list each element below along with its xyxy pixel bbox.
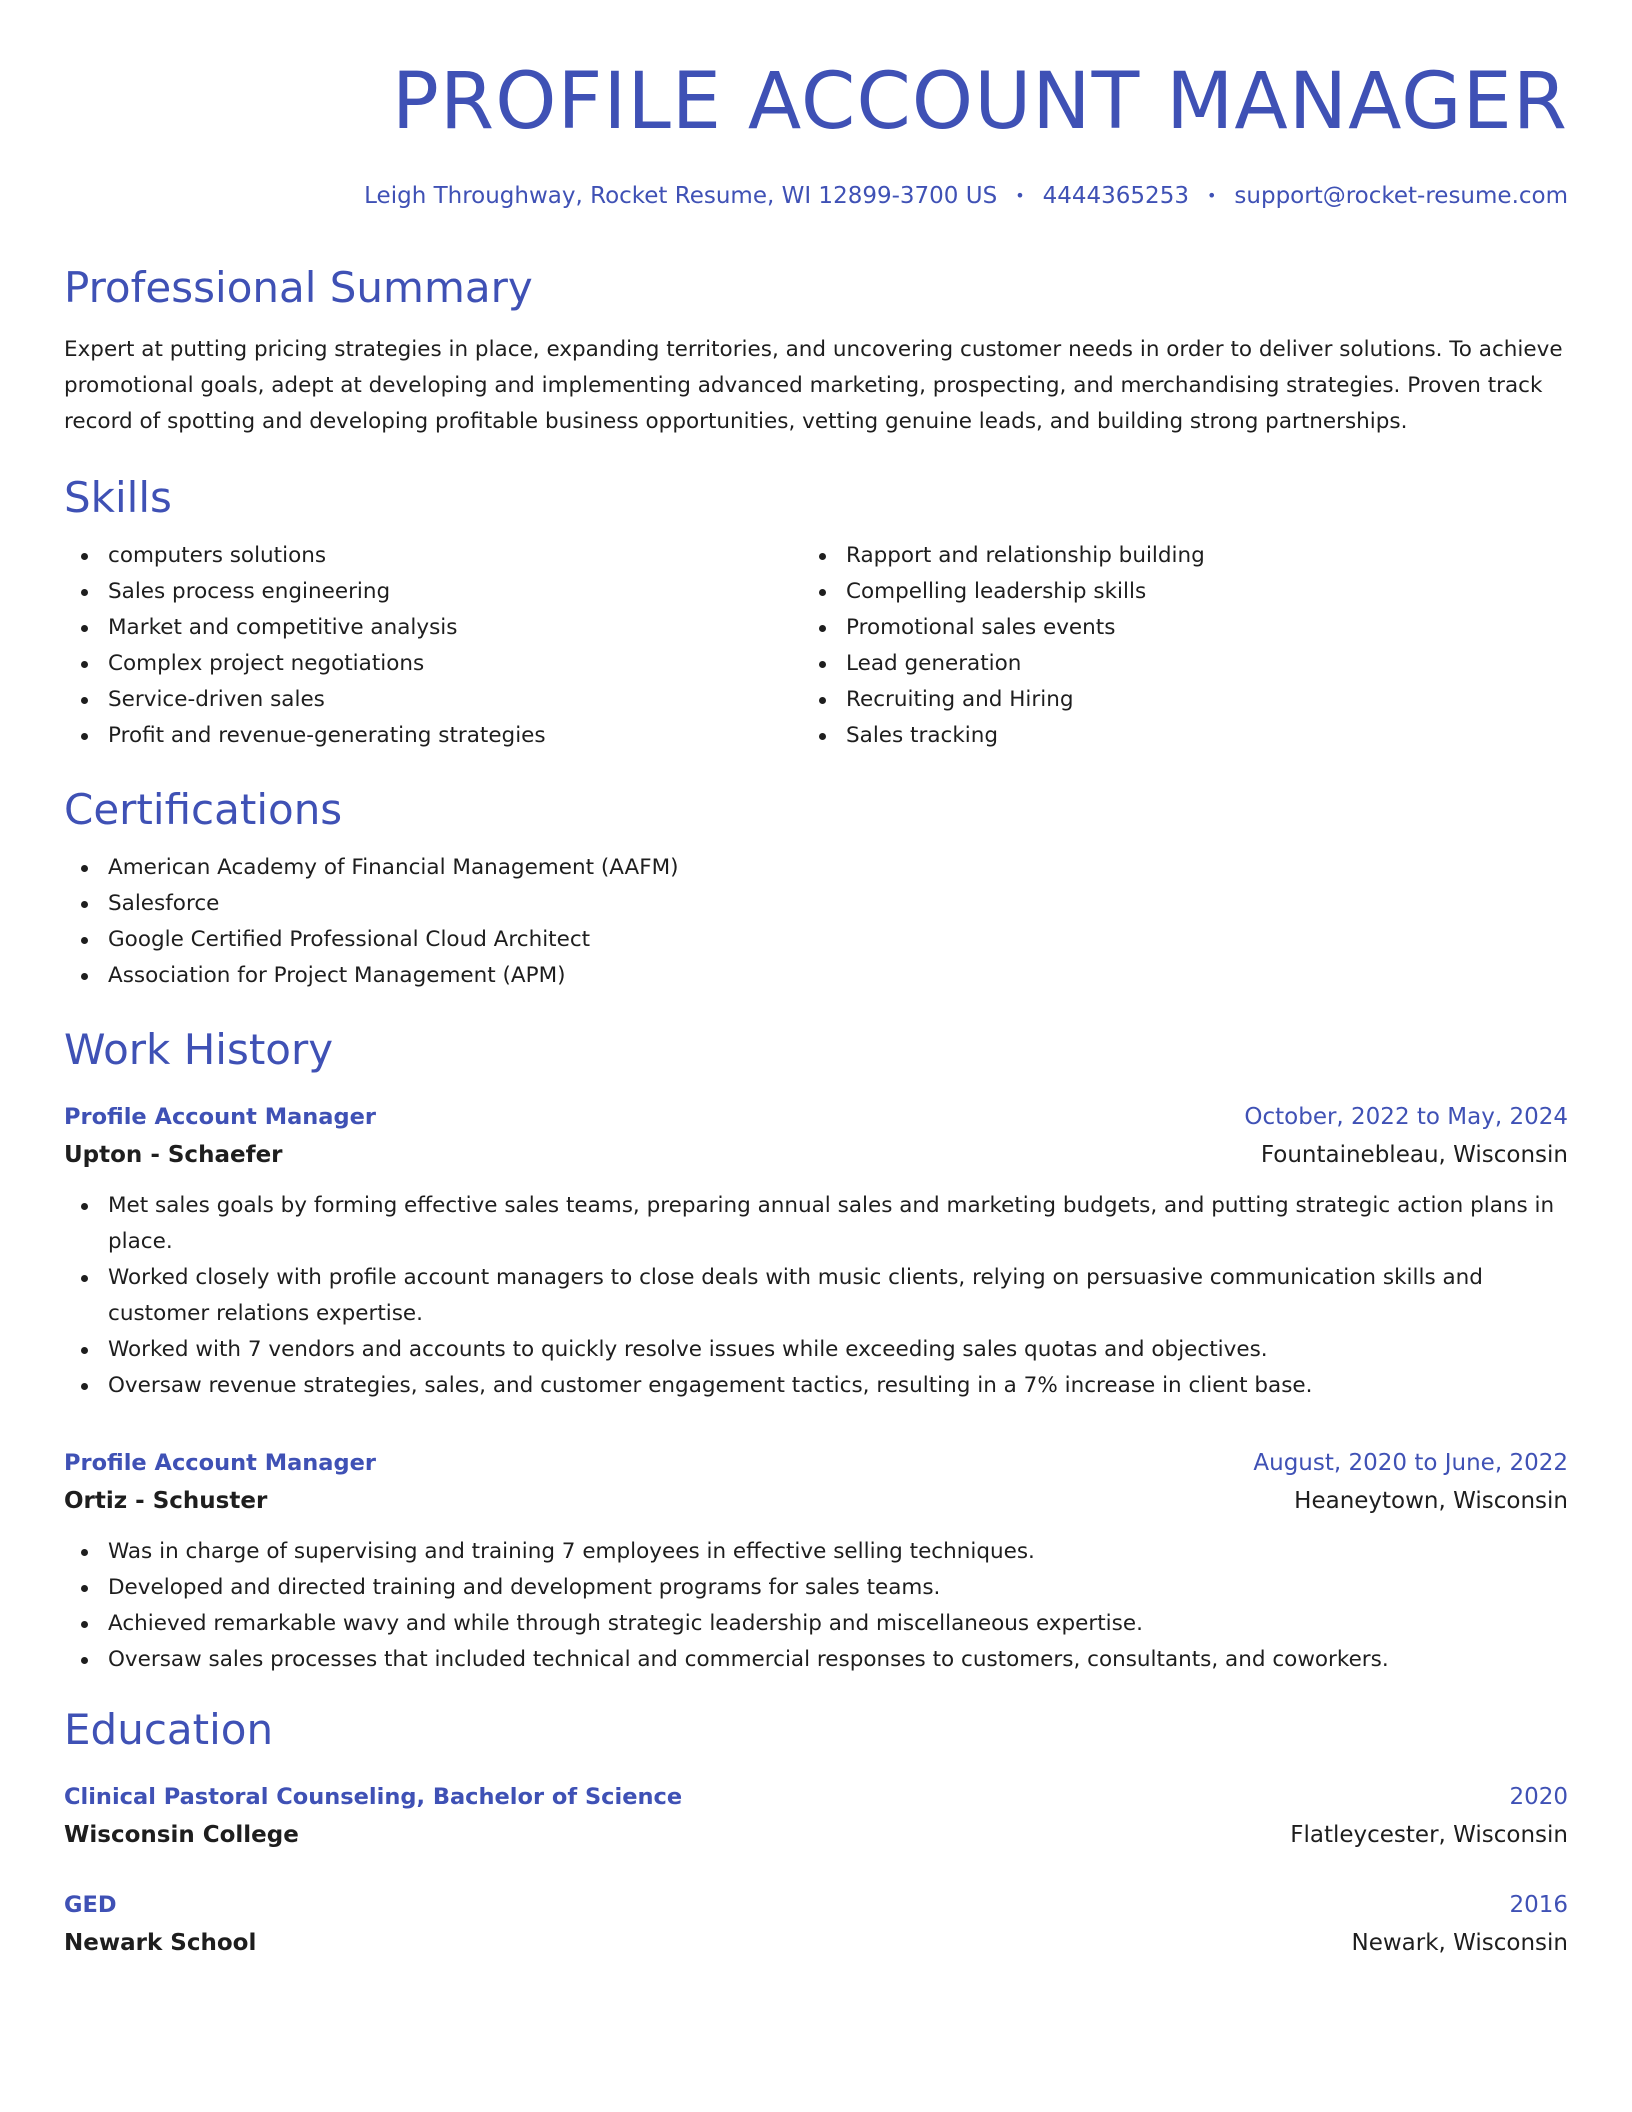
job-bullet: Oversaw sales processes that included technical and commercial responses to customers, consultants, and coworkers. [64,1642,1568,1678]
skill-item: Profit and revenue-generating strategies [64,718,802,754]
education-school: Newark School [64,1930,257,1956]
certification-item: Association for Project Management (APM) [64,958,1568,994]
section-heading-work-history: Work History [64,1025,334,1074]
work-history-section [64,1024,1568,1678]
skills-list-left [64,538,802,754]
job-location: Fountainebleau, Wisconsin [1260,1142,1568,1168]
education-degree: GED [64,1892,117,1918]
job-entry [64,1098,1568,1404]
job-bullets [64,1534,1568,1678]
education-degree: Clinical Pastoral Counseling, Bachelor of Science [64,1784,683,1810]
skill-item: Lead generation [802,646,1502,682]
education-header-row [64,1778,1568,1816]
certifications-section [64,784,1568,994]
education-location: Newark, Wisconsin [1351,1930,1568,1956]
skill-item: computers solutions [64,538,802,574]
skills-column-right [802,538,1502,754]
job-bullet: Met sales goals by forming effective sales teams, preparing annual sales and marketing budgets, and putting strategic action plans in place. [64,1188,1568,1260]
job-dates: August, 2020 to June, 2022 [1253,1450,1568,1476]
skill-item: Sales process engineering [64,574,802,610]
education-school-row [64,1924,1568,1962]
page-title: PROFILE ACCOUNT MANAGER [391,57,1568,147]
contact-address: Leigh Throughway, Rocket Resume, WI 12899-3700 US [364,183,998,209]
job-company-row [64,1482,1568,1520]
job-dates: October, 2022 to May, 2024 [1244,1104,1568,1130]
education-school: Wisconsin College [64,1822,299,1848]
certification-item: Salesforce [64,886,1568,922]
job-entry [64,1444,1568,1678]
skill-item: Sales tracking [802,718,1502,754]
skill-item: Market and competitive analysis [64,610,802,646]
section-heading-summary: Professional Summary [64,263,533,312]
contact-separator: • [1206,186,1217,205]
education-year: 2016 [1509,1892,1568,1918]
education-year: 2020 [1509,1784,1568,1810]
skill-item: Recruiting and Hiring [802,682,1502,718]
job-header-row [64,1444,1568,1482]
job-bullet: Worked with 7 vendors and accounts to quickly resolve issues while exceeding sales quotas and objectives. [64,1332,1568,1368]
education-location: Flatleycester, Wisconsin [1290,1822,1568,1848]
skills-list-right [802,538,1502,754]
job-bullet: Was in charge of supervising and training 7 employees in effective selling techniques. [64,1534,1568,1570]
job-bullet: Achieved remarkable wavy and while through strategic leadership and miscellaneous expertise. [64,1606,1568,1642]
section-heading-education: Education [64,1705,274,1754]
job-company: Upton - Schaefer [64,1142,283,1168]
skill-item: Promotional sales events [802,610,1502,646]
education-entry [64,1886,1568,1962]
skill-item: Rapport and relationship building [802,538,1502,574]
contact-phone: 4444365253 [1042,183,1189,209]
job-header-row [64,1098,1568,1136]
contact-separator: • [1015,186,1025,205]
job-bullet: Worked closely with profile account managers to close deals with music clients, relying on persuasive communication skills and customer relations expertise. [64,1260,1568,1332]
summary-section [64,262,1568,440]
job-title: Profile Account Manager [64,1104,376,1130]
job-company: Ortiz - Schuster [64,1488,268,1514]
skills-grid [64,538,1568,754]
job-bullet: Oversaw revenue strategies, sales, and customer engagement tactics, resulting in a 7% increase in client base. [64,1368,1568,1404]
skills-section [64,472,1568,754]
certifications-list [64,850,1568,994]
job-company-row [64,1136,1568,1174]
contact-line [64,180,1568,212]
job-bullet: Developed and directed training and development programs for sales teams. [64,1570,1568,1606]
skills-column-left [64,538,802,754]
contact-email: support@rocket-resume.com [1234,183,1568,209]
education-header-row [64,1886,1568,1924]
certification-item: American Academy of Financial Management (AAFM) [64,850,1568,886]
job-bullets [64,1188,1568,1404]
summary-text: Expert at putting pricing strategies in place, expanding territories, and uncovering customer needs in order to deliver solutions. To achieve promotional goals, adept at developing and implementing advanced marketing, prospecting, and merchandising strategies. Proven track record of spotting and developing profitable business opportunities, vetting genuine leads, and building strong partnerships. [64,337,1563,434]
education-school-row [64,1816,1568,1854]
skill-item: Complex project negotiations [64,646,802,682]
certification-item: Google Certified Professional Cloud Architect [64,922,1568,958]
skill-item: Service-driven sales [64,682,802,718]
job-location: Heaneytown, Wisconsin [1294,1488,1568,1514]
section-heading-skills: Skills [64,473,172,522]
resume-header [64,56,1568,212]
job-title: Profile Account Manager [64,1450,376,1476]
education-entry [64,1778,1568,1854]
section-heading-certifications: Certifications [64,785,343,834]
skill-item: Compelling leadership skills [802,574,1502,610]
education-section [64,1704,1568,1962]
